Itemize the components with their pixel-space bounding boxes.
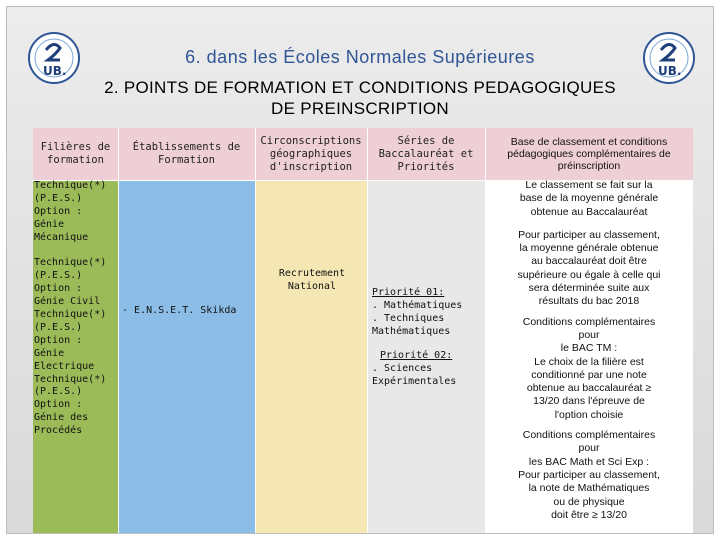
filiere-line: (P.E.S.): [34, 270, 83, 282]
filiere-line: (P.E.S.): [34, 192, 83, 204]
svg-text:UB.: UB.: [43, 64, 67, 78]
conditions-text: [485, 179, 693, 522]
filieres-list: [34, 180, 118, 438]
priorite-2-item: Expérimentales: [372, 375, 457, 387]
condition-line: Pour participer au classement,: [518, 228, 660, 241]
header-series: Séries de Baccalauréat et Priorités: [367, 128, 485, 180]
filiere-line: Technique(*): [34, 309, 107, 321]
filiere-line: Génie Civil: [34, 296, 101, 308]
etablissement-cell: [118, 180, 255, 533]
column-divider: [367, 128, 368, 533]
filiere-line: Electrique: [34, 360, 95, 372]
filiere-spacer: [34, 245, 118, 258]
subtitle-line-1: 2. POINTS DE FORMATION ET CONDITIONS PEDAGOGIQUES: [104, 78, 616, 97]
priorite-1-item: . Mathématiques: [372, 299, 463, 311]
filiere-line: Option :: [34, 334, 83, 346]
etablissement-text: - E.N.S.E.T. Skikda: [122, 305, 237, 316]
slide-title: 6. dans les Écoles Normales Supérieures: [185, 47, 535, 67]
header-filieres: Filières de formation: [33, 128, 118, 180]
filiere-line: Option :: [34, 283, 83, 295]
filiere-line: Génie: [34, 218, 65, 230]
slide-subtitle: [40, 77, 680, 119]
filiere-line: Technique(*): [34, 257, 107, 269]
priorite-2-block: [372, 350, 484, 389]
priorite-2-title: Priorité 02:: [380, 350, 453, 361]
condition-line: Pour participer au classement,: [518, 468, 660, 481]
condition-line: résultats du bac 2018: [538, 295, 640, 308]
priorite-1-block: [372, 287, 484, 339]
condition-line: conditionné par une note: [531, 368, 647, 381]
condition-spacer: [485, 309, 693, 316]
condition-line: pour: [578, 328, 600, 341]
header-etablissements: Établissements de Formation: [118, 128, 255, 180]
column-divider: [118, 128, 119, 533]
filiere-line: Procédés: [34, 425, 83, 437]
condition-line: doit être ≥ 13/20: [551, 508, 627, 521]
circonscription-cell: [255, 180, 367, 533]
filiere-line: Génie des: [34, 412, 89, 424]
condition-line: la moyenne générale obtenue: [519, 242, 659, 255]
condition-line: sera déterminée suite aux: [528, 282, 650, 295]
condition-line: au baccalauréat doit être: [531, 255, 647, 268]
svg-text:UB.: UB.: [658, 64, 682, 78]
condition-line: les BAC Math et Sci Exp :: [528, 455, 650, 468]
condition-line: Le classement se fait sur la: [525, 179, 653, 191]
filiere-line: Technique(*): [34, 373, 107, 385]
column-divider: [255, 128, 256, 533]
condition-line: l'option choisie: [554, 408, 624, 421]
filiere-line: (P.E.S.): [34, 386, 83, 398]
priorite-1-item: . Techniques: [372, 312, 445, 324]
condition-line: base de la moyenne générale: [519, 192, 659, 205]
condition-line: 13/20 dans l'épreuve de: [533, 395, 645, 408]
condition-line: obtenue au Baccalauréat: [530, 205, 648, 218]
filiere-line: Technique(*): [34, 180, 107, 191]
condition-line: le BAC TM :: [560, 342, 618, 355]
condition-spacer: [485, 422, 693, 429]
condition-line: pour: [578, 442, 600, 455]
priorite-2-item: . Sciences: [372, 362, 433, 374]
condition-line: ou de physique: [553, 495, 625, 508]
condition-spacer: [485, 219, 693, 229]
header-circonscriptions: Circonscriptions géographiques d'inscription: [255, 128, 367, 180]
condition-line: Le choix de la filière est: [534, 355, 644, 368]
condition-line: supérieure ou égale à celle qui: [517, 268, 661, 281]
filiere-line: Génie: [34, 347, 65, 359]
condition-line: Conditions complémentaires: [522, 315, 656, 328]
condition-line: obtenue au baccalauréat ≥: [526, 382, 652, 395]
circonscription-text: Recrutement National: [278, 268, 346, 292]
condition-line: la note de Mathématiques: [528, 482, 650, 495]
filiere-line: Mécanique: [34, 231, 89, 243]
subtitle-line-2: DE PREINSCRIPTION: [271, 99, 449, 118]
priorite-1-item: Mathématiques: [372, 325, 451, 337]
priorite-1-title: Priorité 01:: [372, 287, 445, 298]
filiere-line: Option :: [34, 205, 83, 217]
condition-line: Conditions complémentaires: [522, 429, 656, 442]
filiere-line: Option :: [34, 399, 83, 411]
filiere-line: (P.E.S.): [34, 321, 83, 333]
formation-table: [33, 128, 693, 533]
header-conditions: Base de classement et conditions pédagogiques complémentaires de préinscription: [485, 128, 693, 180]
